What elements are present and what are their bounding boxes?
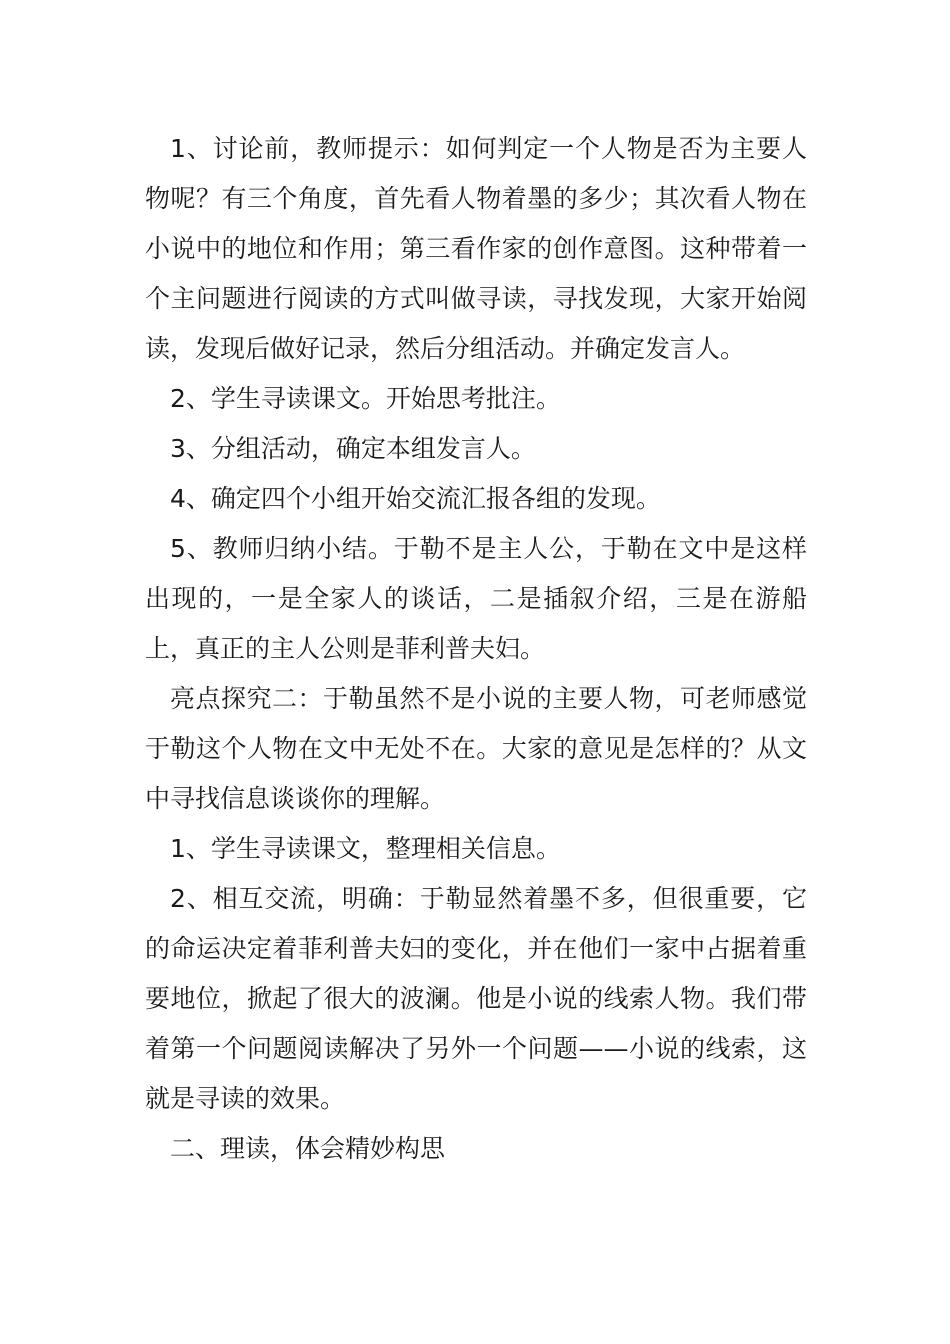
paragraph-highlight-inquiry-2: 亮点探究二：于勒虽然不是小说的主要人物，可老师感觉于勒这个人物在文中无处不在。大家的意见是怎样的？从文中寻找信息谈谈你的理解。 <box>145 684 807 813</box>
paragraph-inquiry-step-1: 1、学生寻读课文，整理相关信息。 <box>170 834 561 863</box>
paragraph-step-2: 2、学生寻读课文。开始思考批注。 <box>170 384 561 413</box>
paragraph-step-5: 5、教师归纳小结。于勒不是主人公，于勒在文中是这样出现的，一是全家人的谈话，二是插叙介绍，三是在游船上，真正的主人公则是菲利普夫妇。 <box>145 534 807 663</box>
document-body <box>145 124 807 1174</box>
paragraph-step-3: 3、分组活动，确定本组发言人。 <box>170 434 536 463</box>
paragraph-step-4: 4、确定四个小组开始交流汇报各组的发现。 <box>170 484 661 513</box>
paragraph-discussion-prompt: 1、讨论前，教师提示：如何判定一个人物是否为主要人物呢？有三个角度，首先看人物着墨的多少；其次看人物在小说中的地位和作用；第三看作家的创作意图。这种带着一个主问题进行阅读的方式叫做寻读，寻找发现，大家开始阅读，发现后做好记录，然后分组活动。并确定发言人。 <box>145 134 807 363</box>
section-heading-2: 二、理读，体会精妙构思 <box>170 1134 446 1163</box>
paragraph-inquiry-step-2: 2、相互交流，明确：于勒显然着墨不多，但很重要，它的命运决定着菲利普夫妇的变化，并在他们一家中占据着重要地位，掀起了很大的波澜。他是小说的线索人物。我们带着第一个问题阅读解决了另外一个问题——小说的线索，这就是寻读的效果。 <box>145 884 807 1113</box>
